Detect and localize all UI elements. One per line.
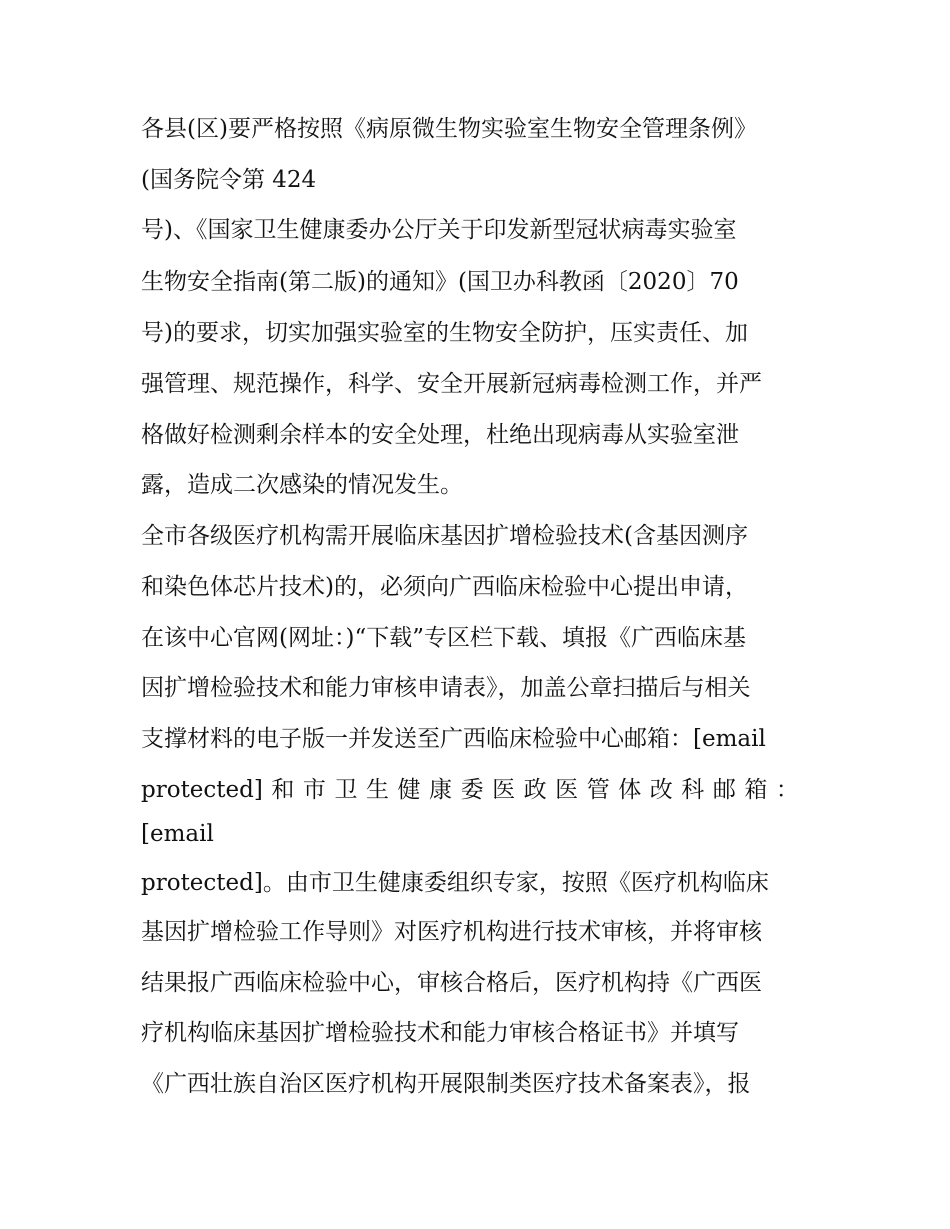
word: 政: [523, 777, 547, 803]
text-line: 号)的要求，切实加强实验室的生物安全防护，压实责任、加: [141, 320, 748, 346]
text-line: 《广西壮族自治区医疗机构开展限制类医疗技术备案表》，报: [141, 1071, 751, 1097]
word: 生: [365, 777, 389, 803]
text-line: 因扩增检验技术和能力审核申请表》，加盖公章扫描后与相关: [141, 675, 751, 701]
word: 管: [586, 777, 610, 803]
text-line: 和染色体芯片技术)的，必须向广西临床检验中心提出申请，: [141, 574, 748, 600]
word: 市: [302, 777, 326, 803]
word: 卫: [334, 777, 358, 803]
word: 和: [271, 777, 295, 803]
word: 改: [649, 777, 673, 803]
text-line: 在该中心官网(网址：)“下载”专区栏下载、填报《广西临床基: [141, 625, 746, 651]
justified-text-line: [141, 775, 799, 805]
text-line: 号)、《国家卫生健康委办公厅关于印发新型冠状病毒实验室: [141, 217, 737, 243]
word: 邮: [712, 777, 736, 803]
word: 科: [681, 777, 705, 803]
word: 医: [555, 777, 579, 803]
word: 委: [460, 777, 484, 803]
word: 健: [397, 777, 421, 803]
word: protected]: [141, 777, 263, 803]
word: 医: [492, 777, 516, 803]
text-line: (国务院令第 424: [141, 167, 317, 193]
text-line: protected]。由市卫生健康委组织专家，按照《医疗机构临床: [141, 870, 769, 896]
word: 体: [618, 777, 642, 803]
text-line: 强管理、规范操作，科学、安全开展新冠病毒检测工作，并严: [141, 371, 762, 397]
text-line: 各县(区)要严格按照《病原微生物实验室生物安全管理条例》: [141, 116, 757, 142]
word: ：: [775, 777, 799, 803]
text-line: [email: [141, 821, 214, 847]
text-line: 疗机构临床基因扩增检验技术和能力审核合格证书》并填写: [141, 1020, 739, 1046]
text-line: 生物安全指南(第二版)的通知》(国卫办科教函〔2020〕70: [141, 269, 739, 295]
text-line: 露，造成二次感染的情况发生。: [141, 472, 463, 498]
word: 箱: [744, 777, 768, 803]
text-line: 支撑材料的电子版一并发送至广西临床检验中心邮箱：[email: [141, 726, 766, 752]
text-line: 全市各级医疗机构需开展临床基因扩增检验技术(含基因测序: [141, 523, 748, 549]
word: 康: [429, 777, 453, 803]
text-line: 格做好检测剩余样本的安全处理，杜绝出现病毒从实验室泄: [141, 422, 739, 448]
text-line: 基因扩增检验工作导则》对医疗机构进行技术审核，并将审核: [141, 919, 762, 945]
text-line: 结果报广西临床检验中心，审核合格后，医疗机构持《广西医: [141, 970, 762, 996]
